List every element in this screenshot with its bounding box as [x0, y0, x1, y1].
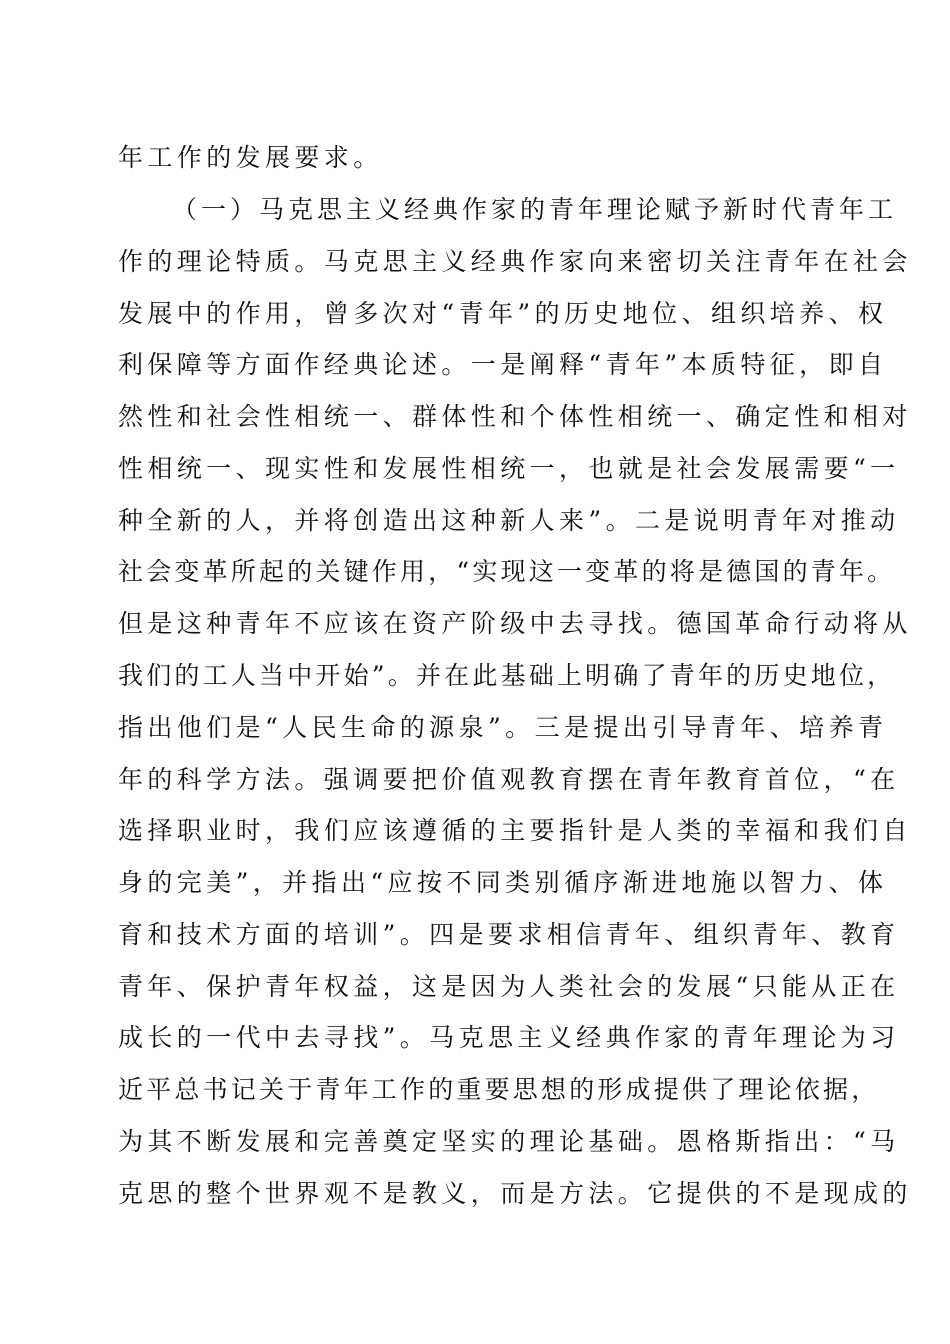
section-heading-line: （一）马克思主义经典作家的青年理论赋予新时代青年工 [172, 195, 898, 224]
text-line: 社会变革所起的关键作用，“实现这一变革的将是德国的青年。 [118, 557, 896, 586]
text-line: 为其不断发展和完善奠定坚实的理论基础。恩格斯指出：“马 [118, 1127, 900, 1156]
text-line: 利保障等方面作经典论述。一是阐释“青年”本质特征，即自 [118, 350, 888, 379]
text-line: 青年、保护青年权益，这是因为人类社会的发展“只能从正在 [118, 972, 900, 1001]
text-line: 性相统一、现实性和发展性相统一，也就是社会发展需要“一 [118, 454, 900, 483]
text-line: 作的理论特质。马克思主义经典作家向来密切关注青年在社会 [118, 247, 912, 276]
text-line: 育和技术方面的培训”。四是要求相信青年、组织青年、教育 [118, 920, 900, 949]
text-line: 年的科学方法。强调要把价值观教育摆在青年教育首位，“在 [118, 765, 900, 794]
text-line: 我们的工人当中开始”。并在此基础上明确了青年的历史地位， [118, 661, 896, 690]
text-line: 身的完美”，并指出“应按不同类别循序渐进地施以智力、体 [118, 868, 888, 897]
text-line: 指出他们是“人民生命的源泉”。三是提出引导青年、培养青 [118, 713, 888, 742]
text-line: 发展中的作用，曾多次对“青年”的历史地位、组织培养、权 [118, 299, 888, 328]
text-line: 近平总书记关于青年工作的重要思想的形成提供了理论依据， [118, 1075, 880, 1104]
text-line: 种全新的人，并将创造出这种新人来”。二是说明青年对推动 [118, 506, 900, 535]
text-line: 年工作的发展要求。 [118, 143, 383, 172]
text-line: 选择职业时，我们应该遵循的主要指针是人类的幸福和我们自 [118, 816, 912, 845]
text-line: 然性和社会性相统一、群体性和个体性相统一、确定性和相对 [118, 402, 912, 431]
text-line: 成长的一代中去寻找”。马克思主义经典作家的青年理论为习 [118, 1023, 900, 1052]
text-line: 克思的整个世界观不是教义，而是方法。它提供的不是现成的 [118, 1179, 912, 1208]
text-line: 但是这种青年不应该在资产阶级中去寻找。德国革命行动将从 [118, 609, 912, 638]
